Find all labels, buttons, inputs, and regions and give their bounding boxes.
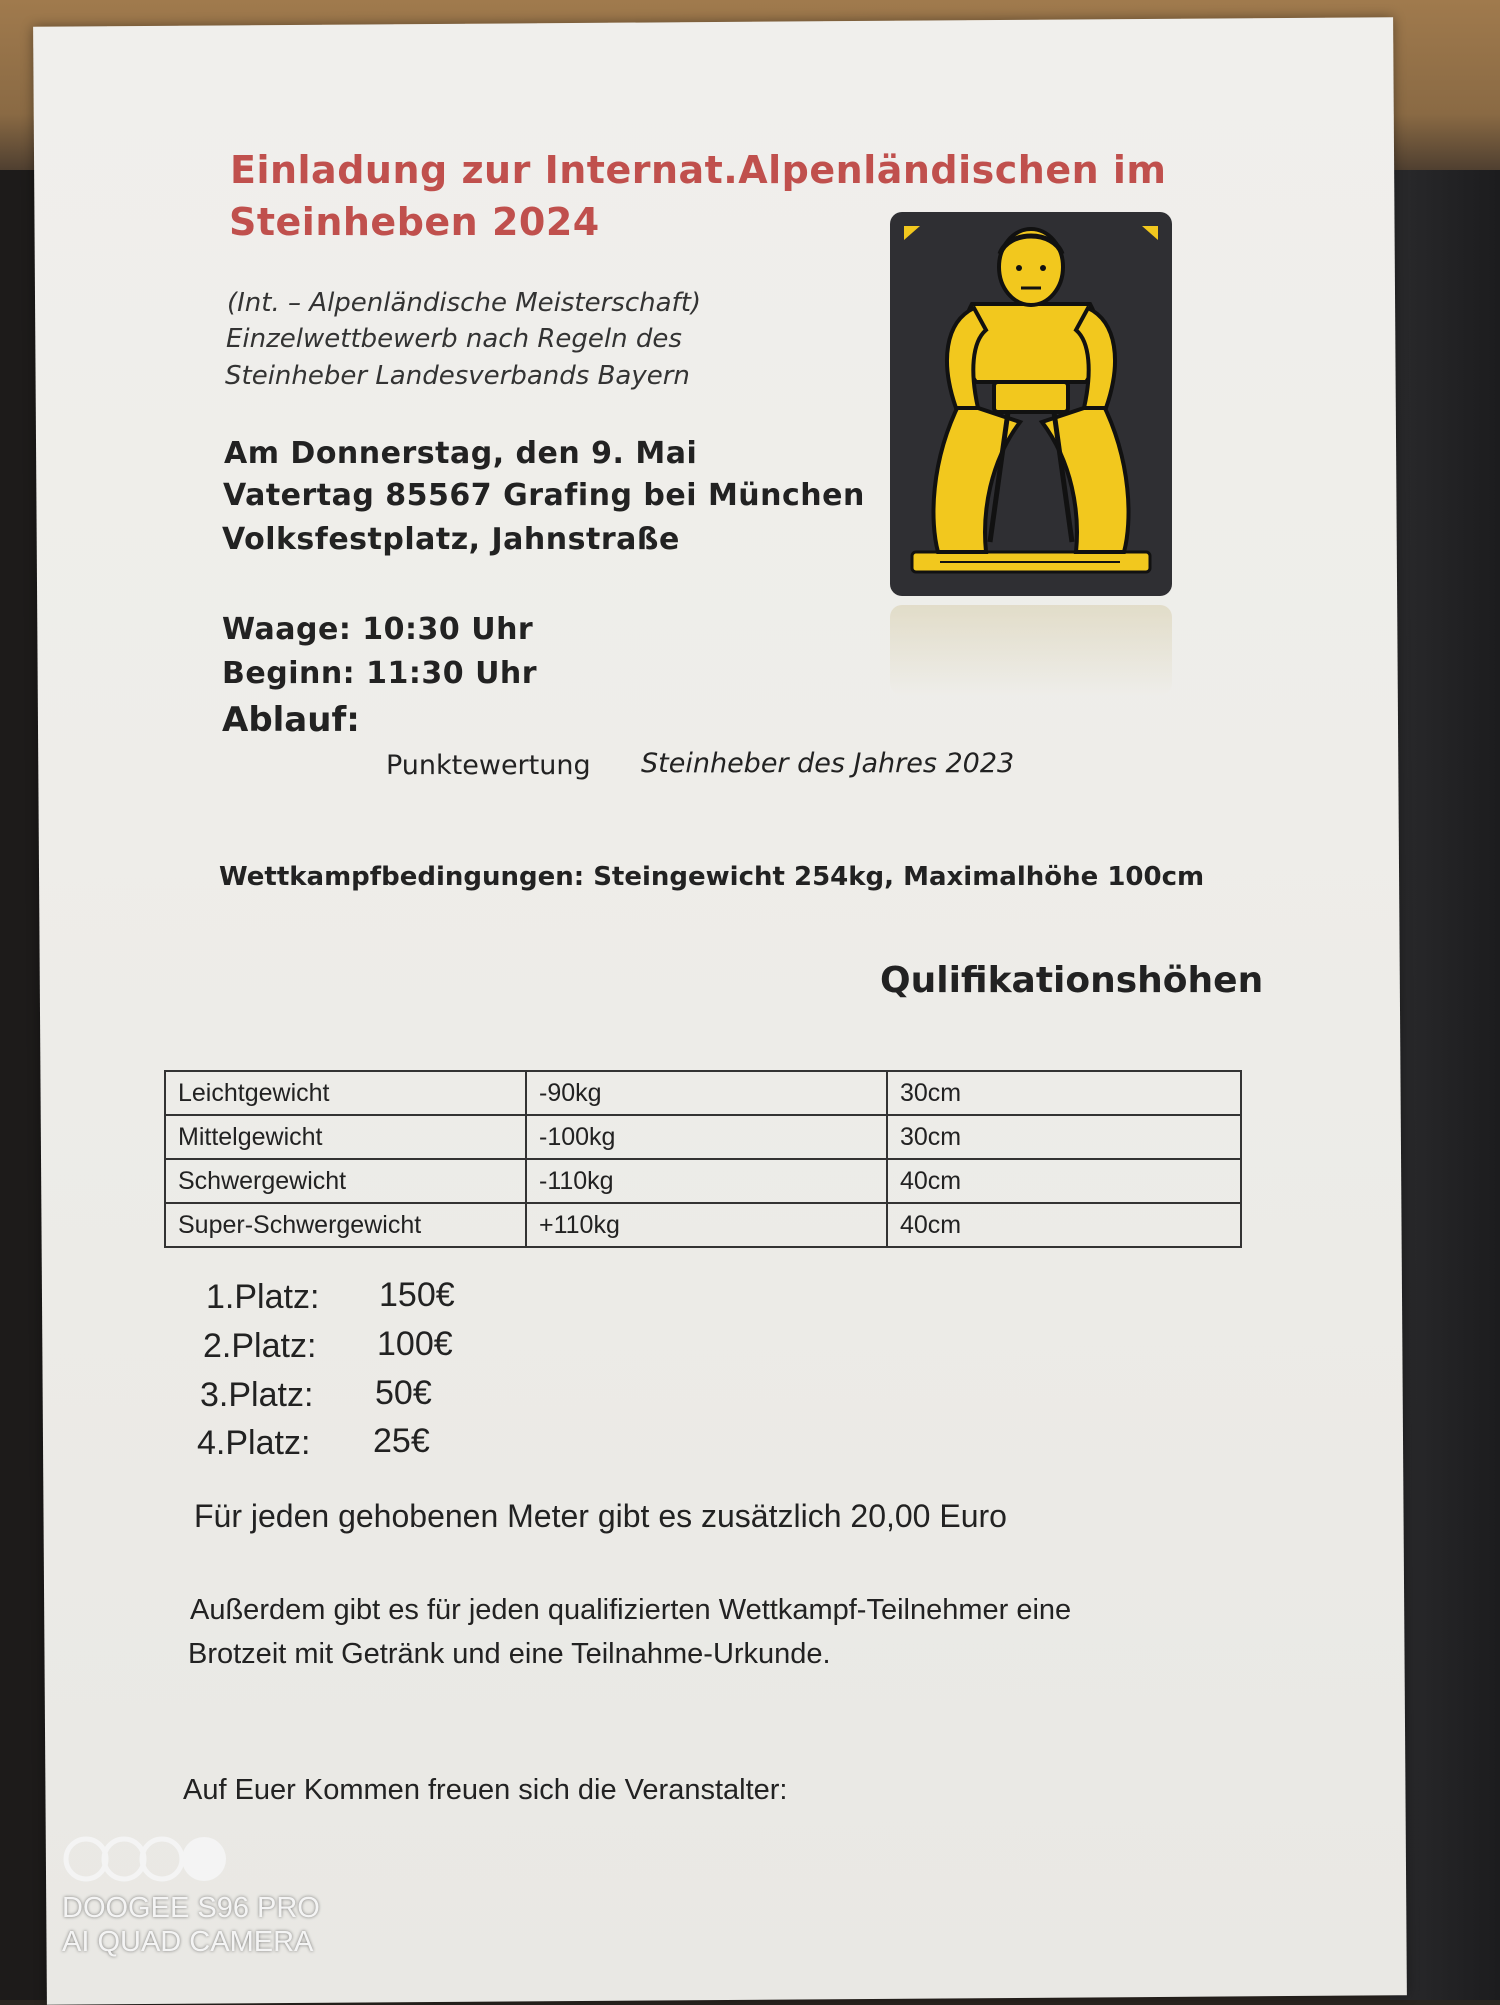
title-line-1: Einladung zur Internat.Alpenländischen im bbox=[230, 148, 1167, 192]
prize-amount-2: 100€ bbox=[377, 1325, 453, 1363]
table-row bbox=[165, 1159, 1241, 1203]
start-time: Beginn: 11:30 Uhr bbox=[222, 656, 538, 691]
watermark-camera: AI QUAD CAMERA bbox=[62, 1926, 314, 1958]
subtitle-line-2: Einzelwettbewerb nach Regeln des bbox=[226, 324, 682, 354]
subtitle-line-1: (Int. – Alpenländische Meisterschaft) bbox=[227, 288, 702, 318]
weight-class: Schwergewicht bbox=[165, 1159, 526, 1203]
weight-limit: -90kg bbox=[526, 1071, 887, 1115]
prize-amount-4: 25€ bbox=[373, 1422, 430, 1460]
prize-amount-3: 50€ bbox=[375, 1374, 432, 1412]
prize-place-1: 1.Platz: bbox=[206, 1278, 320, 1316]
title-line-2: Steinheben 2024 bbox=[229, 200, 600, 244]
table-row bbox=[165, 1071, 1241, 1115]
prize-place-3: 3.Platz: bbox=[200, 1376, 314, 1414]
weight-class: Mittelgewicht bbox=[165, 1115, 526, 1159]
qualifying-height: 40cm bbox=[887, 1159, 1241, 1203]
stone-lifter-icon bbox=[890, 212, 1172, 596]
ablauf-scoring: Punktewertung bbox=[386, 750, 591, 781]
prize-amount-1: 150€ bbox=[379, 1276, 455, 1314]
weight-limit: -110kg bbox=[526, 1159, 887, 1203]
qualifying-height: 30cm bbox=[887, 1115, 1241, 1159]
extras-line-2: Brotzeit mit Getränk und eine Teilnahme-Urkunde. bbox=[188, 1638, 831, 1670]
weight-limit: +110kg bbox=[526, 1203, 887, 1247]
event-date: Am Donnerstag, den 9. Mai bbox=[224, 436, 698, 471]
weight-class: Leichtgewicht bbox=[165, 1071, 526, 1115]
qualifying-height: 30cm bbox=[887, 1071, 1241, 1115]
background-right-edge bbox=[1390, 170, 1500, 2000]
subtitle-line-3: Steinheber Landesverbands Bayern bbox=[225, 361, 690, 391]
camera-watermark bbox=[62, 1835, 320, 1959]
ablauf-heading: Ablauf: bbox=[222, 700, 360, 740]
qualification-heading: Qulifikationshöhen bbox=[880, 960, 1264, 1001]
weight-limit: -100kg bbox=[526, 1115, 887, 1159]
closing-line: Auf Euer Kommen freuen sich die Veranstalter: bbox=[183, 1774, 788, 1806]
competition-conditions: Wettkampfbedingungen: Steingewicht 254kg, Maximalhöhe 100cm bbox=[219, 862, 1205, 892]
bonus-per-meter: Für jeden gehobenen Meter gibt es zusätzlich 20,00 Euro bbox=[194, 1498, 1007, 1534]
weigh-in-time: Waage: 10:30 Uhr bbox=[222, 612, 534, 647]
stone-lifter-logo bbox=[890, 212, 1172, 596]
prize-place-2: 2.Platz: bbox=[203, 1327, 317, 1365]
event-venue: Volksfestplatz, Jahnstraße bbox=[222, 522, 680, 557]
qualification-table bbox=[164, 1070, 1242, 1248]
qualifying-height: 40cm bbox=[887, 1203, 1241, 1247]
logo-reflection bbox=[890, 605, 1172, 695]
ablauf-award: Steinheber des Jahres 2023 bbox=[641, 748, 1015, 779]
event-place: Vatertag 85567 Grafing bei München bbox=[223, 478, 865, 513]
weight-class: Super-Schwergewicht bbox=[165, 1203, 526, 1247]
table-row bbox=[165, 1115, 1241, 1159]
table-row bbox=[165, 1203, 1241, 1247]
watermark-model: DOOGEE S96 PRO bbox=[62, 1892, 320, 1924]
camera-rings-icon bbox=[62, 1835, 252, 1883]
prize-place-4: 4.Platz: bbox=[197, 1424, 311, 1462]
extras-line-1: Außerdem gibt es für jeden qualifizierten Wettkampf-Teilnehmer eine bbox=[190, 1594, 1072, 1626]
